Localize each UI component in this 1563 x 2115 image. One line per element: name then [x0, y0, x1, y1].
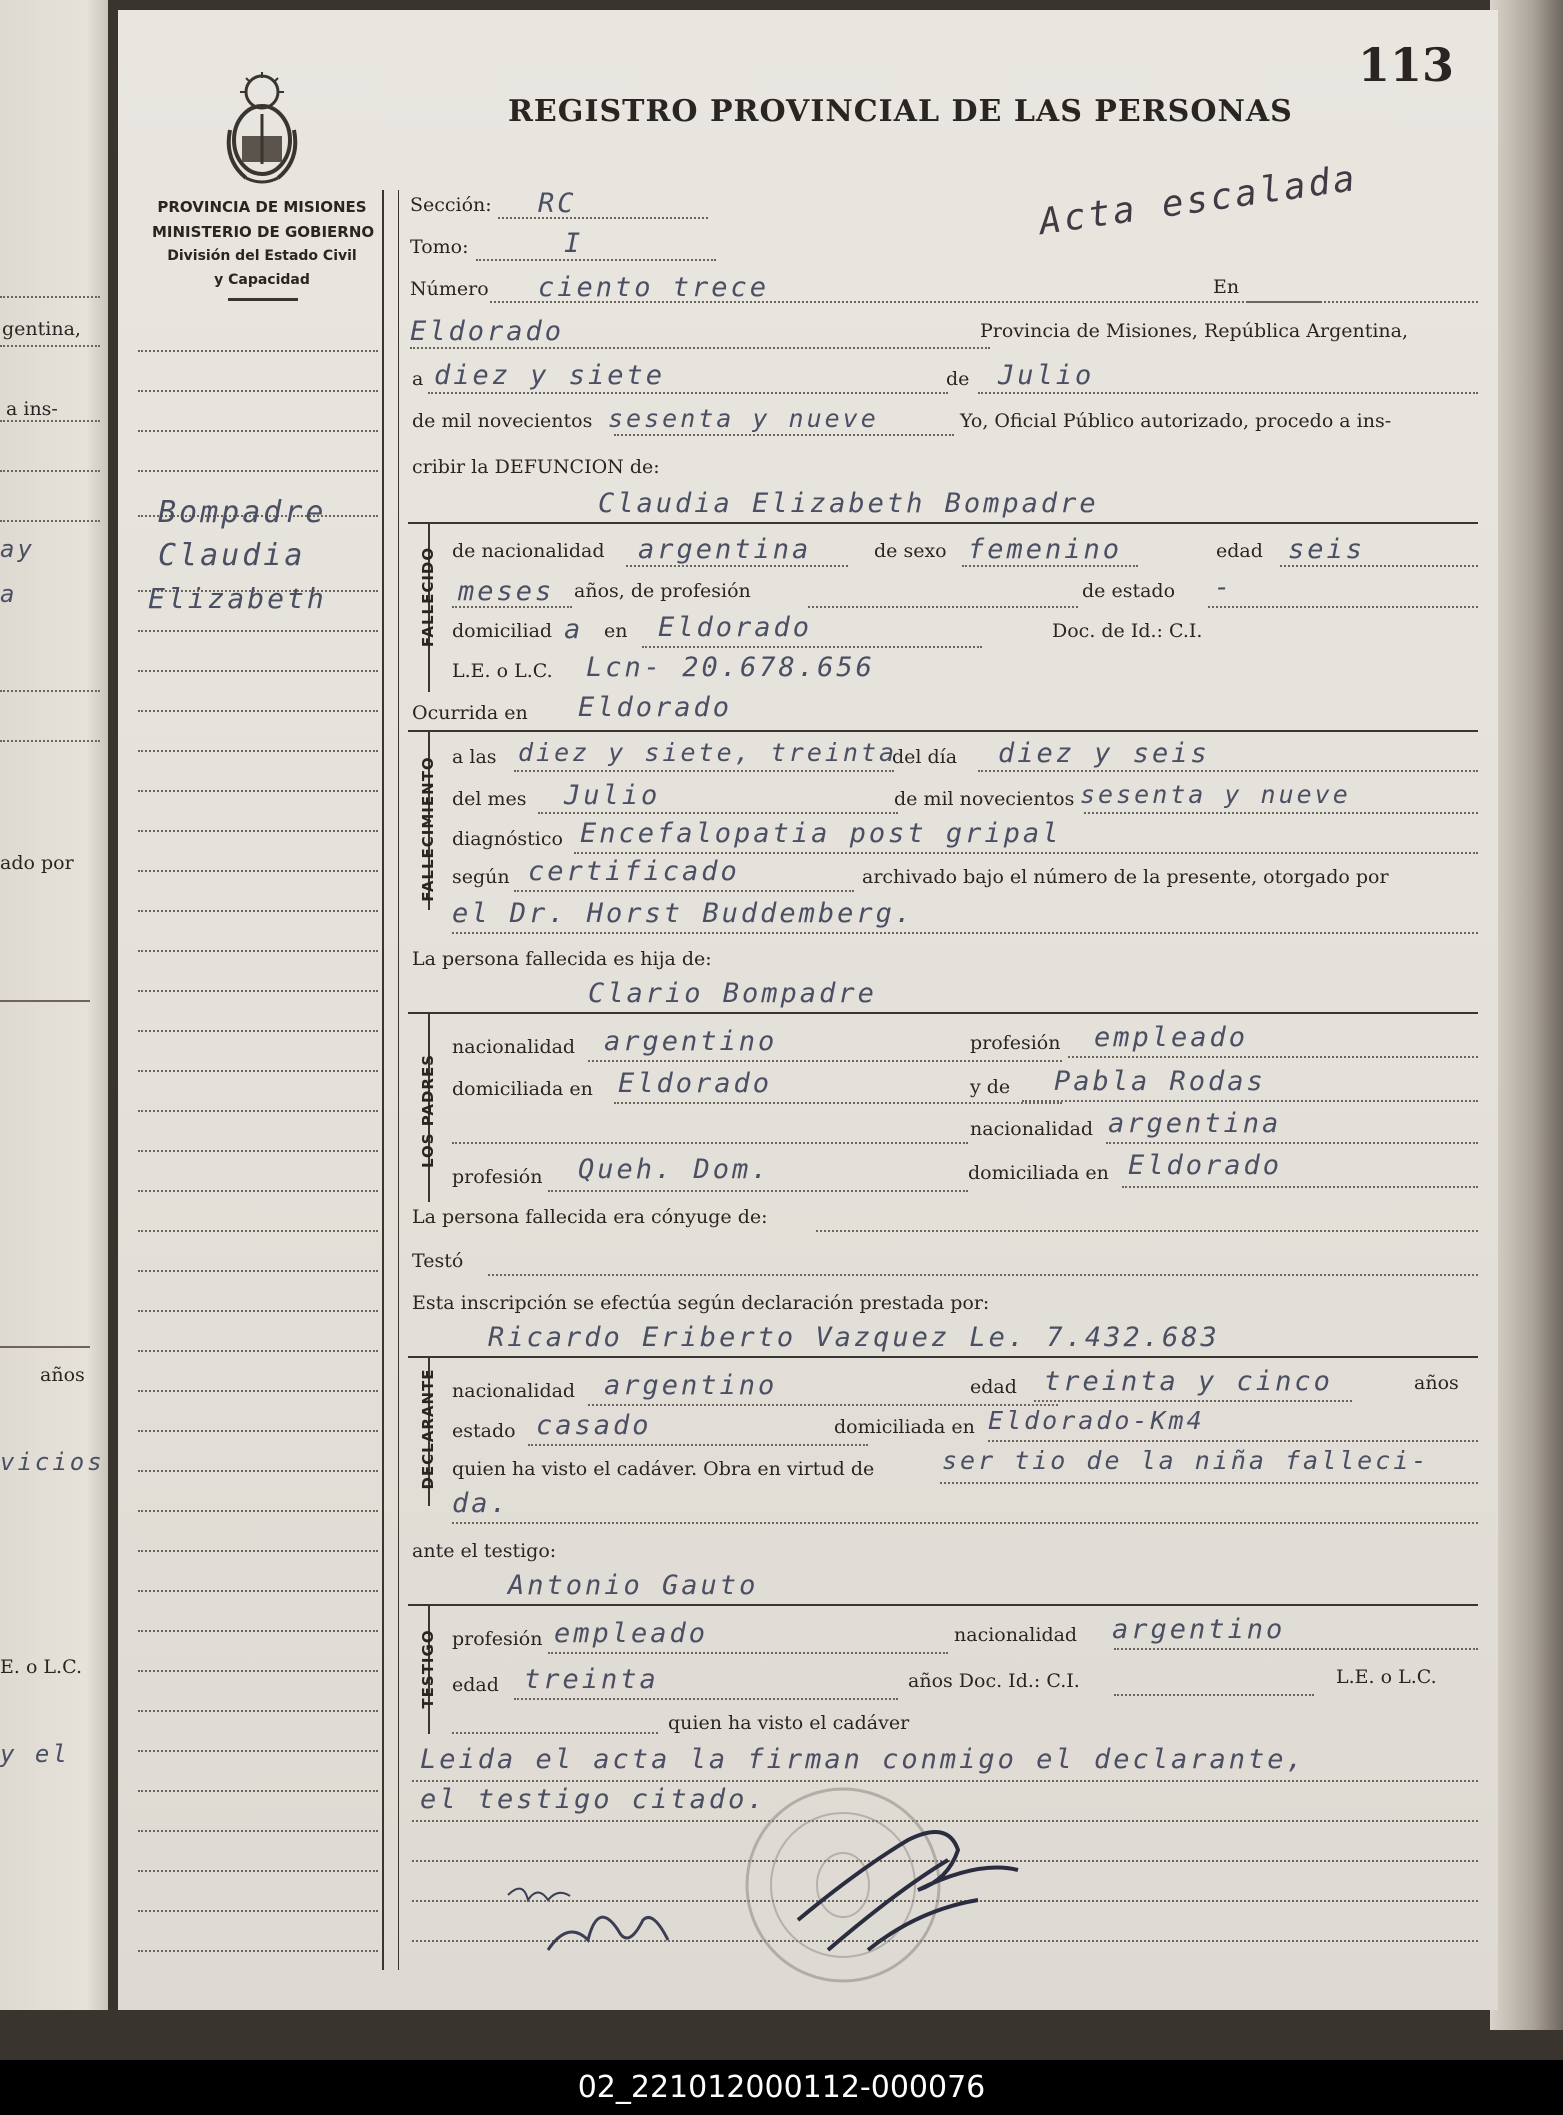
oficial-text: Yo, Oficial Público autorizado, procedo a ins-	[960, 410, 1392, 432]
testigo-nacionalidad-label: nacionalidad	[954, 1624, 1078, 1646]
testo-label: Testó	[412, 1250, 464, 1272]
testigo-visto-text: quien ha visto el cadáver	[668, 1712, 910, 1734]
archivado-text: archivado bajo el número de la presente, otorgado por	[862, 866, 1389, 888]
declarante-domicilio: Eldorado-Km4	[988, 1406, 1205, 1435]
seccion-value: RC	[538, 188, 577, 219]
le-value: Lcn- 20.678.656	[586, 652, 875, 683]
domicilio-label: domiciliad	[452, 620, 553, 642]
hora-label: a las	[452, 746, 497, 768]
left-fragment-text: E. o L.C.	[0, 1656, 82, 1678]
padre-domicilio: Eldorado	[618, 1068, 773, 1099]
page-number: 113	[1358, 38, 1455, 92]
testigo-edad-label: edad	[452, 1674, 499, 1696]
org-division-line: División del Estado Civil	[167, 248, 357, 264]
a-label: a	[412, 368, 424, 390]
left-fragment-text: a ins-	[6, 398, 58, 420]
padre-profesion-label: profesión	[970, 1032, 1061, 1054]
testigo-le-label: L.E. o L.C.	[1336, 1666, 1437, 1688]
declarante-nombre: Ricardo Eriberto Vazquez Le. 7.432.683	[488, 1322, 1220, 1353]
diagnostico-label: diagnóstico	[452, 828, 563, 850]
lugar-value: Eldorado	[410, 316, 565, 347]
madre-profesion: Queh. Dom.	[578, 1154, 771, 1185]
fallecimiento-section-label: FALLECIMIENTO	[419, 756, 437, 902]
padre-nacionalidad-label: nacionalidad	[452, 1036, 576, 1058]
estado-label: de estado	[1082, 580, 1176, 602]
left-fragment-text: años	[40, 1364, 85, 1386]
padres-intro: La persona fallecida es hija de:	[412, 948, 712, 970]
declarante-virtud: ser tio de la niña falleci-	[942, 1446, 1430, 1475]
testigo-nombre: Antonio Gauto	[508, 1570, 759, 1601]
tomo-value: I	[564, 228, 584, 259]
anios-profesion-label: años, de profesión	[574, 580, 751, 602]
anio-value: sesenta y nueve	[608, 404, 879, 433]
fallecimiento-anio-value: sesenta y nueve	[1080, 780, 1351, 809]
left-fragment-handwriting: vicios	[0, 1448, 105, 1476]
padre-nombre: Clario Bompadre	[588, 978, 877, 1009]
left-fragment-handwriting: y el	[0, 1740, 70, 1768]
hora-value: diez y siete, treinta	[518, 738, 898, 767]
testigo-nacionalidad: argentino	[1112, 1614, 1286, 1645]
dia-label: del día	[892, 746, 958, 768]
domicilio-value: Eldorado	[658, 612, 813, 643]
madre-nombre: Pabla Rodas	[1054, 1066, 1266, 1097]
cierre-line-2: el testigo citado.	[420, 1784, 767, 1815]
coat-of-arms-emblem	[216, 70, 308, 190]
madre-domicilio: Eldorado	[1128, 1150, 1283, 1181]
numero-value: ciento trece	[538, 272, 770, 303]
nacionalidad-label: de nacionalidad	[452, 540, 605, 562]
declarante-section-label: DECLARANTE	[419, 1368, 437, 1490]
record-page	[118, 10, 1498, 2010]
mes-value: Julio	[564, 780, 661, 811]
declaracion-text: Esta inscripción se efectúa según declaración prestada por:	[412, 1292, 990, 1314]
testigo-section-label: TESTIGO	[419, 1629, 437, 1709]
y-de-label: y de	[970, 1076, 1011, 1098]
diagnostico-value: Encefalopatia post gripal	[580, 818, 1062, 849]
declarante-visto-text: quien ha visto el cadáver. Obra en virtud de	[452, 1458, 875, 1480]
segun-label: según	[452, 866, 510, 888]
tomo-label: Tomo:	[410, 236, 469, 258]
org-division-line-2: y Capacidad	[214, 272, 310, 288]
en-label: En	[1213, 276, 1240, 298]
nacionalidad-value: argentina	[638, 534, 812, 565]
padre-nacionalidad: argentino	[604, 1026, 778, 1057]
declarante-nacionalidad: argentino	[604, 1370, 778, 1401]
margin-given-name-2: Elizabeth	[148, 582, 327, 615]
testigo-edad: treinta	[524, 1664, 659, 1695]
org-ministry-line: MINISTERIO DE GOBIERNO	[152, 223, 375, 241]
edad-label: edad	[1216, 540, 1263, 562]
declarante-anios-label: años	[1414, 1372, 1459, 1394]
left-fragment-handwriting: a	[0, 580, 18, 608]
madre-nacionalidad: argentina	[1108, 1108, 1282, 1139]
seccion-label: Sección:	[410, 194, 492, 216]
segun-value: certificado	[528, 856, 740, 887]
org-name-line: PROVINCIA DE MISIONES	[157, 198, 367, 216]
padres-section-label: LOS PADRES	[419, 1053, 437, 1169]
edad-unit: meses	[458, 576, 555, 607]
dia-value: diez y siete	[434, 360, 666, 391]
mes-value: Julio	[998, 360, 1095, 391]
testigo-profesion-label: profesión	[452, 1628, 543, 1650]
document-title: REGISTRO PROVINCIAL DE LAS PERSONAS	[508, 94, 1293, 129]
testigo-intro: ante el testigo:	[412, 1540, 557, 1562]
provincia-text: Provincia de Misiones, República Argentina,	[980, 320, 1409, 342]
ocurrida-value: Eldorado	[578, 692, 733, 723]
cierre-line-1: Leida el acta la firman conmigo el declarante,	[420, 1744, 1306, 1775]
margin-given-name: Claudia	[158, 538, 306, 573]
left-fragment-text: ado por	[0, 852, 74, 874]
sexo-value: femenino	[968, 534, 1123, 565]
page-edge	[1490, 0, 1563, 2030]
conyuge-label: La persona fallecida era cónyuge de:	[412, 1206, 768, 1228]
image-identifier: 02_221012000112-000076	[577, 2070, 986, 2105]
padre-profesion: empleado	[1094, 1022, 1249, 1053]
declarante-edad-label: edad	[970, 1376, 1017, 1398]
left-fragment-handwriting: ay	[0, 535, 35, 563]
fallecido-section-label: FALLECIDO	[419, 546, 437, 648]
declarante-edad: treinta y cinco	[1044, 1366, 1333, 1397]
mes-label: del mes	[452, 788, 527, 810]
sexo-label: de sexo	[874, 540, 947, 562]
estado-value: -	[1214, 572, 1234, 603]
medico-value: el Dr. Horst Buddemberg.	[452, 898, 915, 929]
declarante-estado-label: estado	[452, 1420, 516, 1442]
testigo-profesion: empleado	[554, 1618, 709, 1649]
margin-surname: Bompadre	[158, 495, 327, 530]
signatures	[478, 1800, 1038, 1980]
left-page-fragment	[0, 0, 108, 2010]
anio-prefix: de mil novecientos	[412, 410, 593, 432]
madre-profesion-label: profesión	[452, 1166, 543, 1188]
left-fragment-text: gentina,	[2, 318, 81, 340]
madre-nacionalidad-label: nacionalidad	[970, 1118, 1094, 1140]
madre-domicilio-label: domiciliada en	[968, 1162, 1109, 1184]
testigo-doc-label: años Doc. Id.: C.I.	[908, 1670, 1080, 1692]
domicilio-en-label: en	[604, 620, 628, 642]
declarante-domicilio-label: domiciliada en	[834, 1416, 975, 1438]
dia-value: diez y seis	[998, 738, 1210, 769]
le-label: L.E. o L.C.	[452, 660, 553, 682]
padre-domicilio-label: domiciliada en	[452, 1078, 593, 1100]
escalada-annotation: Acta escalada	[1036, 157, 1361, 244]
domicilio-suffix: a	[564, 614, 584, 645]
numero-label: Número	[410, 278, 489, 300]
declarante-nacionalidad-label: nacionalidad	[452, 1380, 576, 1402]
fallecido-nombre: Claudia Elizabeth Bompadre	[598, 488, 1099, 519]
declarante-estado: casado	[536, 1410, 652, 1441]
de-label: de	[946, 368, 970, 390]
ocurrida-label: Ocurrida en	[412, 702, 528, 724]
declarante-virtud-cont: da.	[452, 1488, 510, 1519]
inscribir-text: cribir la DEFUNCION de:	[412, 456, 660, 478]
doc-label: Doc. de Id.: C.I.	[1052, 620, 1203, 642]
edad-value: seis	[1288, 534, 1366, 565]
fallecimiento-anio-label: de mil novecientos	[894, 788, 1075, 810]
